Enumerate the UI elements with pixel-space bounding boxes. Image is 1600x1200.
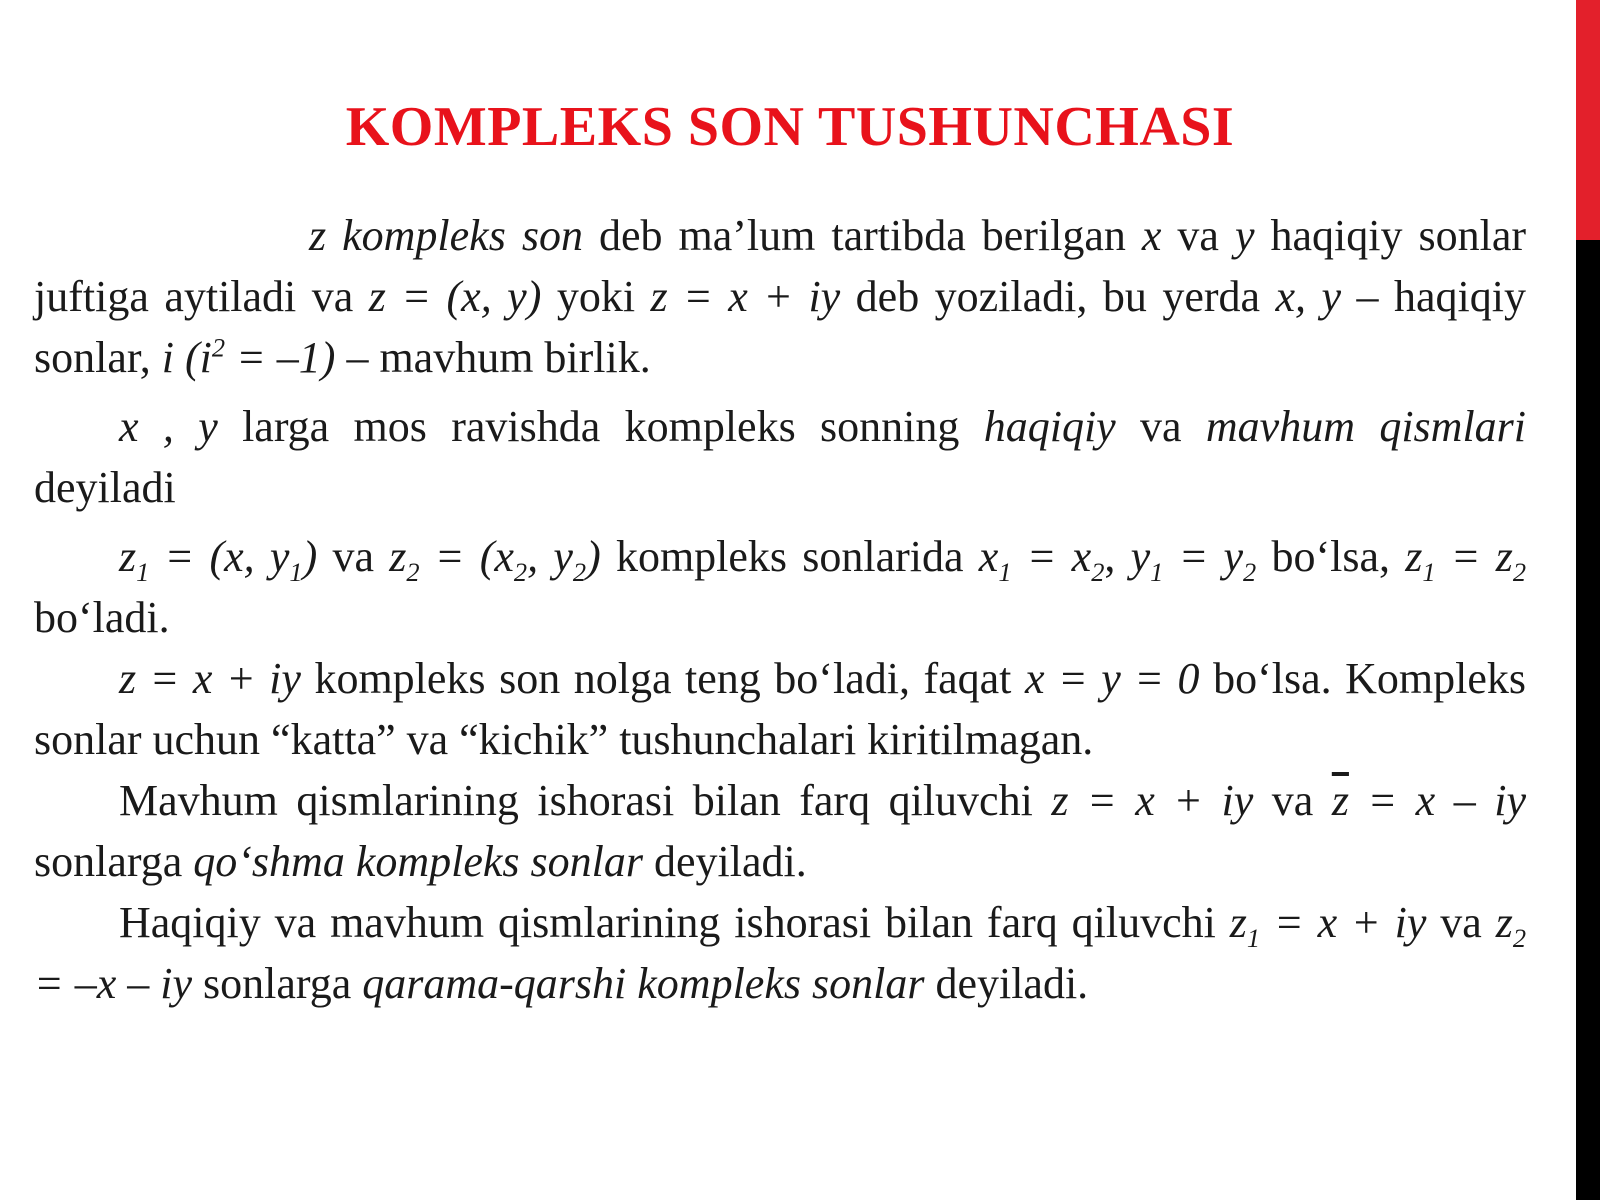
- term-haqiqiy: haqiqiy: [983, 402, 1116, 451]
- paragraph-parts: [34, 396, 1526, 518]
- math-z2: $z_2 = -x$ – iy: [34, 898, 1527, 1008]
- text: bo‘ladi.: [34, 593, 170, 642]
- math-z: z = x + iy: [1051, 776, 1254, 825]
- text: kompleks sonlarida: [600, 532, 979, 581]
- term-kompleks-son: kompleks son: [342, 211, 583, 260]
- text: sonlarga: [191, 959, 363, 1008]
- text: larga mos ravishda kompleks sonning: [217, 402, 984, 451]
- paragraph-definition: [34, 205, 1526, 388]
- math-x: x: [1141, 211, 1162, 260]
- text: deyiladi.: [643, 837, 807, 886]
- text: bo‘lsa,: [1256, 532, 1406, 581]
- math-zero: x = y = 0: [1024, 654, 1200, 703]
- slide-title: KOMPLEKS SON TUSHUNCHASI: [345, 96, 1235, 158]
- math-i-def: $(i^2 = -1)$: [174, 332, 336, 382]
- math-z: z: [309, 211, 327, 260]
- math-z-conjugate: $\overline{z} = x$ – iy: [1331, 776, 1527, 825]
- text: – mavhum birlik.: [335, 333, 651, 382]
- text: va: [1426, 898, 1496, 947]
- text: va: [1253, 776, 1332, 825]
- accent-bar-black: [1576, 240, 1600, 1200]
- text: deb yoziladi, bu yerda: [840, 272, 1276, 321]
- math-z1-pair: $z_1 = (x$, $y_1$): [119, 532, 318, 587]
- text: deb ma’lum tartibda berilgan: [582, 211, 1142, 260]
- paragraph-opposite: [34, 892, 1526, 1014]
- math-z-equal: $z_1 = z_2$: [1405, 532, 1527, 587]
- text: va: [1115, 402, 1206, 451]
- math-xy: x, y: [1275, 272, 1342, 321]
- math-y-equal: $y_1 = y_2$: [1130, 532, 1257, 587]
- text: va: [317, 532, 390, 581]
- math-z1: $z_1 = x$ + iy: [1229, 898, 1427, 953]
- math-algebraic-form: z = x + iy: [119, 654, 301, 703]
- term-mavhum: mavhum qismlari: [1205, 402, 1527, 451]
- math-i: i: [161, 333, 175, 382]
- math-x-equal: $x_1 = x_2$: [978, 532, 1105, 587]
- text: bo‘lsa. Kompleks sonlar uchun “katta” va “kichik” tushunchalari kiritilmagan.: [34, 654, 1526, 764]
- text: va: [1161, 211, 1235, 260]
- text: kompleks son nolga teng bo‘ladi, faqat: [300, 654, 1025, 703]
- paragraph-zero: [34, 648, 1526, 770]
- text: sonlarga: [34, 837, 194, 886]
- text: haqiqiy sonlar juftiga aytiladi va: [34, 211, 1527, 321]
- math-y: y: [1234, 211, 1255, 260]
- math-algebraic-form: z = x + iy: [650, 272, 841, 321]
- text: yoki: [541, 272, 651, 321]
- math-z2-pair: $z_2 = (x_2$, $y_2$): [389, 532, 601, 587]
- term-opposite: qarama-qarshi kompleks sonlar: [362, 959, 925, 1008]
- paragraph-conjugate: [34, 770, 1526, 892]
- text: – haqiqiy sonlar,: [34, 272, 1526, 382]
- paragraph-equality: $z_1 = (x$, $y_1$) va $z_2 = (x_2$, $y_2$) kompleks sonlarida $x_1 = x_2$, $y_1 = y_2$ bo‘lsa, $z_1 = z_2$ bo‘ladi.: [34, 532, 1527, 642]
- term-conjugate: qo‘shma kompleks sonlar: [193, 837, 643, 886]
- math-xy: x , y: [119, 402, 218, 451]
- math-pair: z = (x, y): [368, 272, 542, 321]
- text: deyiladi.: [924, 959, 1089, 1008]
- body-text: [34, 205, 1526, 1014]
- text: deyiladi: [34, 463, 176, 512]
- text: Mavhum qismlarining ishorasi bilan farq qiluvchi: [119, 776, 1052, 825]
- text: Haqiqiy va mavhum qismlarining ishorasi bilan farq qiluvchi: [119, 898, 1230, 947]
